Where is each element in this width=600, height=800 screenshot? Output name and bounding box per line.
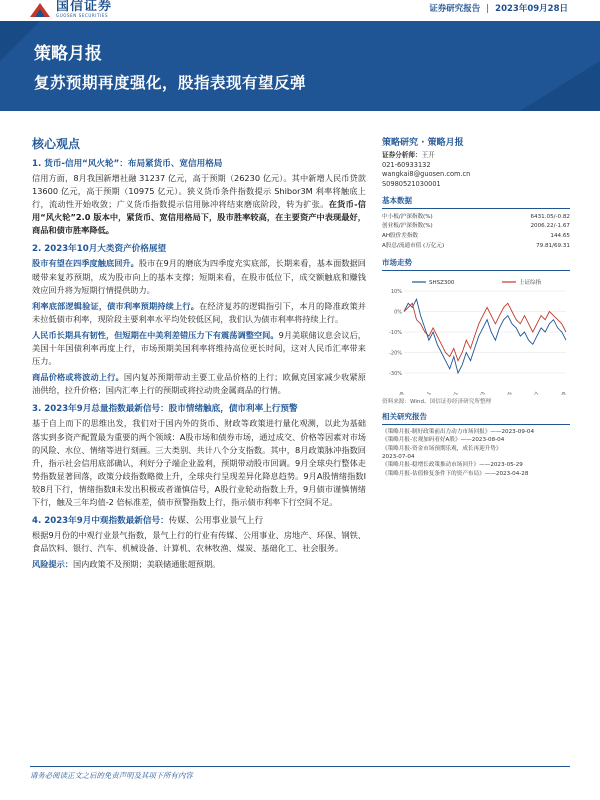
x-tick-label [553,391,568,395]
analyst-name: 王开 [421,151,435,159]
related-report-item[interactable] [382,445,570,453]
legend-label: 上证综指 [519,279,542,286]
market-trend-chart [382,275,570,395]
risk-label: 风险提示： [32,559,73,570]
report-date: 2023年09月28日 [495,4,568,14]
stock-highlight: 股市有望在四季度触底回升。 [32,258,139,269]
stock-text: 股市在9月的磨底为四季度充实底部，长期来看，基本面数据回暖带来复苏预期，成为股市向上的基本支撑；短期来看，在股市低位下，成交额触底和赚钱效应回升将为短期行情提供助力。 [32,258,366,295]
bond-text: 在经济复苏的逻辑指引下，本月的降准政策并未拉低债市利率，现阶段主要利率水平均处较低区间，我们认为债市利率将持续上行。 [32,300,366,324]
related-report-item[interactable] [382,428,570,436]
related-research-heading: 相关研究报告 [382,411,570,425]
logo-text-en: GUOSEN SECURITIES [56,13,109,18]
title-banner [0,21,600,111]
related-report-item[interactable] [382,436,570,444]
basic-data-row [382,212,570,222]
related-report-date: ——2023-04-28 [484,470,529,477]
basic-data-heading: 基本数据 [382,195,570,209]
basic-data-key: A股总/流通市值 (万亿元) [382,242,445,249]
y-tick-label: -20% [389,350,402,357]
x-tick-label [418,391,433,395]
section-4-title [32,514,366,526]
section-1-bold-text: 在货币-信用“风火轮”2.0 版本中，紧货币、宽信用格局下，股市胜率较高，在主要资产中表现最好，商品和债市胜率降低。 [32,199,366,236]
section-2-paragraph-1 [32,257,366,296]
y-tick-label: 0% [394,309,402,316]
related-report-date: ——2023-08-04 [460,437,505,444]
section-4-paragraph: 根据9月份的中观行业景气指数，景气上行的行业有传媒、公用事业、房地产、环保、钢铁、食品饮料、银行、汽车、机械设备、计算机、农林牧渔、煤炭、基础化工、社会服务。 [32,530,366,554]
basic-data-value: 144.65 [550,233,570,240]
core-view-heading: 核心观点 [32,137,81,151]
section-2-title: 2. 2023年10月大类资产价格展望 [32,244,167,255]
basic-data-table [382,212,570,250]
related-report-title: 《策略月报-宏观加码看好A股》 [382,437,461,444]
related-report-item[interactable] [382,453,570,461]
logo [30,0,112,18]
divider: | [486,4,490,14]
x-tick-label [445,391,460,395]
commodity-text: 国内复苏预期带动主要工业品价格的上行；欧佩克国家减少收紧原油供给，拉升价格；国内汇率上行的预期或将拉动贵金属商品的行情。 [32,372,366,396]
x-tick-label [499,391,514,395]
section-3-paragraph: 基于自上而下的思维出发，我们对于国内外的货币、财政等政策进行量化观测，以此为基础落实到多资产配置最为重要的两个领域：A股市场和债券市场，通过成交、价格等因素对市场的风险、水位、情绪等进行刻画。三大类别、共计八个分支指数。其中，8月政策脉冲指数回升，指示社会信用底部确认，利好分子端企业盈利，预期带动股市回调。9月全球央行整体走势指数显著回落，政策分歧指数略微上升，全球央行呈现差异化降息趋势。9月A股情绪指数Ⅰ较8月下行，情绪指数Ⅱ未发出积极或者谨慎信号，A股行业轮动指数上升，9月债市谨慎情绪下行，触及三年均值-2 倍标准差，债市预警指数上行，指示债市利率下行空间不足。 [32,418,366,507]
report-category: 策略研究 · 策略月报 [382,138,464,148]
bond-highlight: 利率底部逻辑验证，债市利率预期持续上行。 [32,300,200,311]
y-tick-label: 10% [390,288,402,295]
related-report-item[interactable] [382,470,570,478]
fx-text: 9月美联储议息会议后，美国十年国债利率再度上行，市场预期美国利率将维持高位更长时间，这对人民币汇率带来压力。 [32,329,366,367]
legend-label: SHSZ300 [429,279,455,286]
section-1-text: 信用方面，8月我国新增社融 31237 亿元，高于预期（26230 亿元）。其中新增人民币贷款 13600 亿元，高于预期（10975 亿元）。狭义货币条件指数提示 Shibor3M 利率将触底上行，流动性开始收敛；广义货币指数提示信用脉冲将结束磨底阶段，转为扩张。 [32,173,366,210]
y-tick-label: -10% [389,329,402,336]
related-report-title: 2023-07-04 [382,453,415,460]
y-tick-label: -30% [389,370,402,377]
logo-mark-icon [30,2,50,16]
basic-data-row [382,232,570,242]
page-subtitle: 复苏预期再度强化，股指表现有望反弹 [34,74,307,92]
section-2-paragraph-3 [32,329,366,368]
related-report-date: ——2023-09-04 [490,428,535,435]
fx-highlight: 人民币长期具有韧性，但短期在中美利差错压力下有震荡调整空间。 [32,329,279,340]
report-type: 证券研究报告 [429,4,481,14]
page-title: 策略月报 [34,44,102,64]
basic-data-row [382,241,570,251]
analyst-label: 证券分析师： [382,151,422,159]
analyst-email[interactable]: wangkai8@guosen.com.cn [382,170,471,179]
banner-decoration [0,21,600,111]
section-2-paragraph-4 [32,371,366,397]
sidebar [382,135,570,478]
trend-chart-svg [382,275,570,395]
footer-disclaimer: 请务必阅读正文之后的免责声明及其项下所有内容 [30,771,193,780]
section-2-paragraph-2 [32,300,366,326]
x-tick-label [391,391,406,395]
report-meta [429,2,568,14]
section-4-title-b: 传媒、公用事业景气上行 [168,516,264,527]
risk-text: 国内政策不及预期；美联储通胀超预期。 [72,559,221,570]
basic-data-row [382,222,570,232]
top-header [0,0,600,18]
basic-data-value: 2006.22/-1.67 [530,223,570,230]
analyst-info [382,151,570,189]
section-1-paragraph [32,172,366,237]
basic-data-value: 6431.05/-0.82 [530,213,570,220]
section-3-title: 3. 2023年9月总量指数最新信号：股市情绪触底，债市利率上行预警 [32,404,298,415]
related-research-list [382,428,570,478]
basic-data-key: AH股价差指数 [382,233,419,240]
related-report-item[interactable] [382,461,570,469]
section-1-title: 1. 货币-信用“风火轮”：布局紧货币、宽信用格局 [32,159,223,169]
related-report-title: 《策略月报-估值修复条件下的资产布局》 [382,470,485,477]
related-report-title: 《策略月报-制好政策前出力动力市场回报》 [382,428,491,435]
section-4-title-a: 4. 2023年9月中观指数最新信号： [32,516,169,527]
footer-divider [30,766,570,767]
commodity-highlight: 商品价格或将波动上行。 [32,372,124,383]
basic-data-value: 79.81/69.31 [536,242,570,249]
related-report-title: 《策略月报-资金市场预期乐观，成长再迎升势》 [382,445,502,452]
chart-source: 资料来源：Wind、国信证券经济研究所整理 [382,398,492,405]
related-report-date: ——2023-05-29 [479,462,523,469]
risk-warning [32,558,366,571]
logo-text-cn: 国信证券 [56,0,113,14]
analyst-license: S0980521030001 [382,179,441,188]
basic-data-key: 中小板/沪深指数(%) [382,213,433,220]
x-tick-label [472,391,487,395]
basic-data-key: 创业板/沪深指数(%) [382,223,433,230]
related-report-title: 《策略月报-稳增长政策推动市场回升》 [382,462,480,469]
x-tick-label [526,391,541,395]
market-trend-heading: 市场走势 [382,257,570,271]
analyst-phone: 021-60933132 [382,160,431,169]
main-column [32,135,366,574]
